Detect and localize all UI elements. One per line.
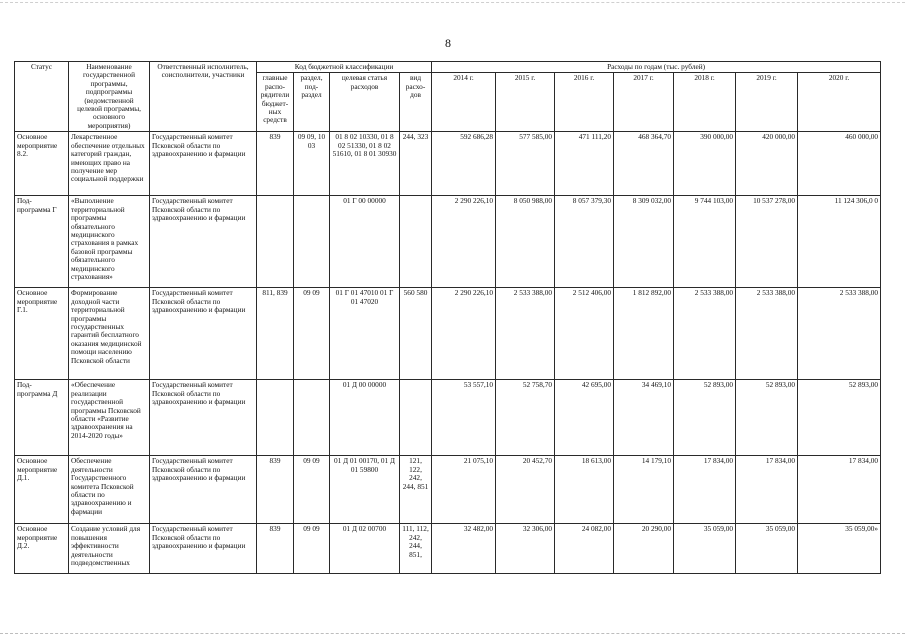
header-year: 2019 г.: [736, 73, 798, 132]
responsible-cell: Государственный комитет Псковской области по здравоохранению и фармации: [150, 288, 257, 380]
value-cell: 420 000,00: [736, 132, 798, 196]
header-bcc-group: Код бюджетной классификации: [257, 62, 432, 73]
value-cell: 18 613,00: [555, 456, 614, 524]
value-cell: 390 000,00: [674, 132, 736, 196]
table-row: [15, 380, 881, 456]
type-code-cell: [400, 196, 432, 288]
name-cell: «Выполнение территориальной программы обязательного медицинского страхования в рамках базовой программы обязательного медицинского страхования»: [69, 196, 150, 288]
value-cell: 11 124 306,0 0: [798, 196, 881, 288]
budget-table: [14, 61, 881, 574]
table-row: [15, 288, 881, 380]
value-cell: 2 533 388,00: [798, 288, 881, 380]
value-cell: 17 834,00: [736, 456, 798, 524]
header-status: Статус: [15, 62, 69, 132]
main-code-cell: [257, 380, 294, 456]
main-code-cell: 839: [257, 456, 294, 524]
value-cell: 21 075,10: [432, 456, 496, 524]
value-cell: 8 309 032,00: [614, 196, 674, 288]
section-code-cell: 09 09: [294, 456, 330, 524]
value-cell: 577 585,00: [496, 132, 555, 196]
main-code-cell: [257, 196, 294, 288]
value-cell: 32 482,00: [432, 524, 496, 574]
type-code-cell: 111, 112, 242, 244, 851,: [400, 524, 432, 574]
value-cell: 52 758,70: [496, 380, 555, 456]
value-cell: 34 469,10: [614, 380, 674, 456]
header-bcc-section: раздел, под- раздел: [294, 73, 330, 132]
table-row: [15, 196, 881, 288]
value-cell: 20 290,00: [614, 524, 674, 574]
responsible-cell: Государственный комитет Псковской области по здравоохранению и фармации: [150, 132, 257, 196]
value-cell: 2 290 226,10: [432, 196, 496, 288]
main-code-cell: 811, 839: [257, 288, 294, 380]
main-code-cell: 839: [257, 132, 294, 196]
value-cell: 17 834,00: [674, 456, 736, 524]
header-year: 2017 г.: [614, 73, 674, 132]
value-cell: 35 059,00: [674, 524, 736, 574]
value-cell: 2 290 226,10: [432, 288, 496, 380]
section-code-cell: 09 09: [294, 288, 330, 380]
value-cell: 2 533 388,00: [496, 288, 555, 380]
value-cell: 8 050 988,00: [496, 196, 555, 288]
name-cell: Создание условий для повышения эффективности деятельности подведомственных: [69, 524, 150, 574]
responsible-cell: Государственный комитет Псковской области по здравоохранению и фармации: [150, 380, 257, 456]
status-cell: Под- программа Г: [15, 196, 69, 288]
header-bcc-type: вид расхо- дов: [400, 73, 432, 132]
table-row: [15, 456, 881, 524]
value-cell: 32 306,00: [496, 524, 555, 574]
value-cell: 2 512 406,00: [555, 288, 614, 380]
section-code-cell: 09 09: [294, 524, 330, 574]
target-code-cell: 01 Д 00 00000: [330, 380, 400, 456]
name-cell: Формирование доходной части территориальной программы государственных гарантий бесплатного оказания медицинской помощи населению Псковской области: [69, 288, 150, 380]
section-code-cell: [294, 196, 330, 288]
value-cell: 24 082,00: [555, 524, 614, 574]
value-cell: 2 533 388,00: [736, 288, 798, 380]
status-cell: Основное мероприятие Д.1.: [15, 456, 69, 524]
value-cell: 460 000,00: [798, 132, 881, 196]
status-cell: Основное мероприятие Д.2.: [15, 524, 69, 574]
value-cell: 42 695,00: [555, 380, 614, 456]
scan-edge-bottom: [0, 633, 905, 634]
value-cell: 592 686,28: [432, 132, 496, 196]
responsible-cell: Государственный комитет Псковской области по здравоохранению и фармации: [150, 524, 257, 574]
value-cell: 9 744 103,00: [674, 196, 736, 288]
value-cell: 10 537 278,00: [736, 196, 798, 288]
table-row: [15, 132, 881, 196]
section-code-cell: 09 09, 10 03: [294, 132, 330, 196]
type-code-cell: [400, 380, 432, 456]
value-cell: 35 059,00»: [798, 524, 881, 574]
name-cell: Обеспечение деятельности Государственного комитета Псковской области по здравоохранению и фармации: [69, 456, 150, 524]
table-row: [15, 524, 881, 574]
value-cell: 53 557,10: [432, 380, 496, 456]
header-year: 2018 г.: [674, 73, 736, 132]
responsible-cell: Государственный комитет Псковской области по здравоохранению и фармации: [150, 196, 257, 288]
type-code-cell: 121, 122, 242, 244, 851: [400, 456, 432, 524]
scan-edge-top: [0, 2, 905, 3]
header-year: 2014 г.: [432, 73, 496, 132]
value-cell: 35 059,00: [736, 524, 798, 574]
section-code-cell: [294, 380, 330, 456]
value-cell: 471 111,20: [555, 132, 614, 196]
value-cell: 52 893,00: [674, 380, 736, 456]
type-code-cell: 244, 323: [400, 132, 432, 196]
target-code-cell: 01 Д 01 00170, 01 Д 01 59800: [330, 456, 400, 524]
value-cell: 1 812 892,00: [614, 288, 674, 380]
type-code-cell: 560 580: [400, 288, 432, 380]
page-number: 8: [445, 36, 451, 50]
header-bcc-main: главные распо- рядители бюджет- ных средств: [257, 73, 294, 132]
value-cell: 52 893,00: [798, 380, 881, 456]
header-year: 2020 г.: [798, 73, 881, 132]
value-cell: 2 533 388,00: [674, 288, 736, 380]
name-cell: «Обеспечение реализации государственной программы Псковской области «Развитие здравоохранения на 2014-2020 годы»: [69, 380, 150, 456]
target-code-cell: 01 8 02 10330, 01 8 02 51330, 01 8 02 51610, 01 8 01 30930: [330, 132, 400, 196]
target-code-cell: 01 Г 01 47010 01 Г 01 47020: [330, 288, 400, 380]
responsible-cell: Государственный комитет Псковской области по здравоохранению и фармации: [150, 456, 257, 524]
header-responsible: Ответственный исполнитель, соисполнители, участники: [150, 62, 257, 132]
value-cell: 52 893,00: [736, 380, 798, 456]
target-code-cell: 01 Д 02 00700: [330, 524, 400, 574]
header-row-1: [15, 62, 881, 73]
value-cell: 8 057 379,30: [555, 196, 614, 288]
value-cell: 17 834,00: [798, 456, 881, 524]
value-cell: 14 179,10: [614, 456, 674, 524]
header-year: 2016 г.: [555, 73, 614, 132]
value-cell: 20 452,70: [496, 456, 555, 524]
main-code-cell: 839: [257, 524, 294, 574]
status-cell: Основное мероприятие 8.2.: [15, 132, 69, 196]
name-cell: Лекарственное обеспечение отдельных категорий граждан, имеющих право на получение мер социальной поддержки: [69, 132, 150, 196]
value-cell: 468 364,70: [614, 132, 674, 196]
status-cell: Под- программа Д: [15, 380, 69, 456]
header-bcc-target: целевая статья расходов: [330, 73, 400, 132]
target-code-cell: 01 Г 00 00000: [330, 196, 400, 288]
header-expenses-group: Расходы по годам (тыс. рублей): [432, 62, 881, 73]
header-year: 2015 г.: [496, 73, 555, 132]
header-name: Наименование государственной программы, подпрограммы (ведомственной целевой программы, основного мероприятия): [69, 62, 150, 132]
status-cell: Основное мероприятие Г.1.: [15, 288, 69, 380]
